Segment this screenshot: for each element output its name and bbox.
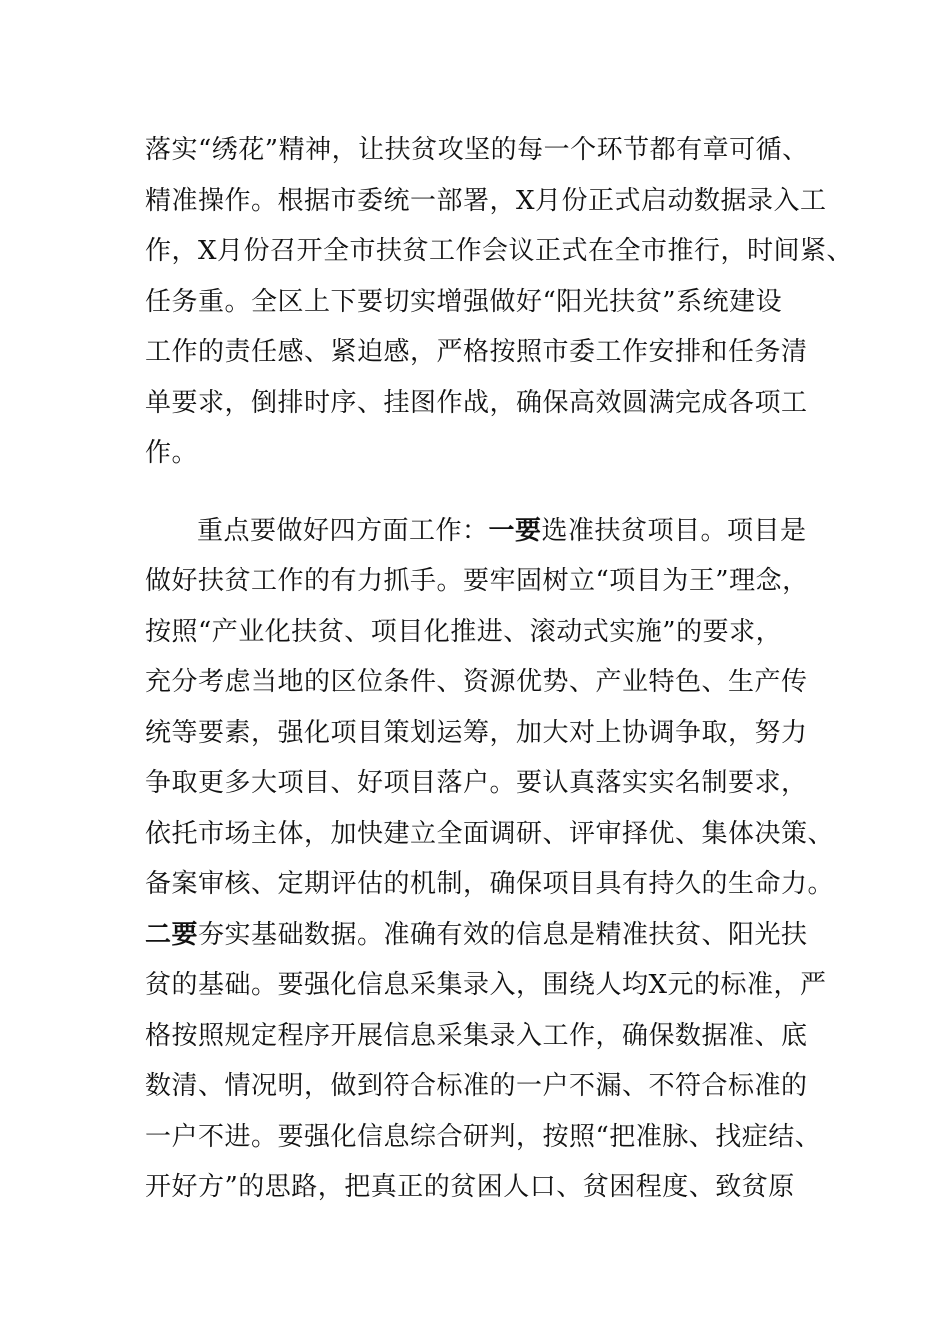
text-line: 开好方”的思路，把真正的贫困人口、贫困程度、致贫原 <box>145 1172 795 1202</box>
paragraph-gap <box>145 479 845 506</box>
text-line: 格按照规定程序开展信息采集录入工作，确保数据准、底 <box>145 1020 808 1051</box>
text-line: 按照“产业化扶贫、项目化推进、滚动式实施”的要求， <box>145 616 783 647</box>
document-body <box>145 125 854 1213</box>
text-line: 依托市场主体，加快建立全面调研、评审择优、集体决策、 <box>145 818 835 849</box>
text-line: 任务重。全区上下要切实增强做好“阳光扶贫”系统建设 <box>145 286 783 317</box>
text-line: 备案审核、定期评估的机制，确保项目具有持久的生命力。 <box>145 869 835 899</box>
text-run: 夯实基础数据。准确有效的信息是精准扶贫、阳光扶 <box>198 919 808 950</box>
text-line: 作，X月份召开全市扶贫工作会议正式在全市推行，时间紧、 <box>145 236 854 266</box>
text-line: 单要求，倒排时序、挂图作战，确保高效圆满完成各项工 <box>145 387 808 418</box>
text-line: 数清、情况明，做到符合标准的一户不漏、不符合标准的 <box>145 1071 808 1101</box>
text-line: 精准操作。根据市委统一部署，X月份正式启动数据录入工 <box>145 185 827 216</box>
bold-marker-first: 一要 <box>488 515 542 546</box>
text-line: 统等要素，强化项目策划运筹，加大对上协调争取，努力 <box>145 717 808 748</box>
text-run: 重点要做好四方面工作： <box>197 515 489 546</box>
text-line: 一户不进。要强化信息综合研判，按照“把准脉、找症结、 <box>145 1121 822 1152</box>
text-line: 工作的责任感、紧迫感，严格按照市委工作安排和任务清 <box>145 337 808 367</box>
text-line: 落实“绣花”精神，让扶贫攻坚的每一个环节都有章可循、 <box>145 135 809 165</box>
text-line: 贫的基础。要强化信息采集录入，围绕人均X元的标准，严 <box>145 970 827 1000</box>
text-run: 选准扶贫项目。项目是 <box>541 515 807 546</box>
paragraph-first-line <box>145 506 845 557</box>
text-line: 作。 <box>145 438 199 468</box>
text-line-with-bold <box>145 910 845 961</box>
text-line: 争取更多大项目、好项目落户。要认真落实实名制要求， <box>145 768 808 798</box>
text-line: 充分考虑当地的区位条件、资源优势、产业特色、生产传 <box>145 667 808 697</box>
text-line: 做好扶贫工作的有力抓手。要牢固树立“项目为王”理念， <box>145 566 809 596</box>
bold-marker-second: 二要 <box>145 919 199 950</box>
